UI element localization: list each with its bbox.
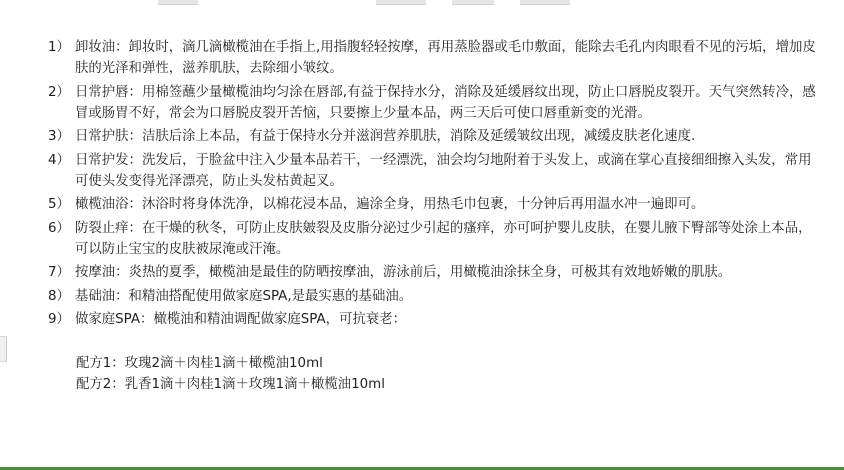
list-item xyxy=(48,82,818,124)
item-number: 1） xyxy=(48,40,70,55)
item-text: 卸妆油：卸妆时，滴几滴橄榄油在手指上,用指腹轻轻按摩，再用蒸脸器或毛巾敷面，能除去毛孔内肉眼看不见的污垢，增加皮肤的光泽和弹性，滋养肌肤，去除细小皱纹。 xyxy=(75,40,816,76)
top-tab[interactable] xyxy=(452,0,494,5)
item-number: 2） xyxy=(48,84,70,100)
item-number: 6） xyxy=(48,220,70,236)
item-number: 8） xyxy=(48,288,70,304)
list-item xyxy=(48,150,818,192)
list-item xyxy=(48,126,818,147)
side-scroll-handle[interactable] xyxy=(0,336,7,362)
usage-list xyxy=(48,37,818,395)
item-number: 9） xyxy=(48,312,70,327)
item-text: 日常护唇：用棉签蘸少量橄榄油均匀涂在唇部,有益于保持水分，消除及延缓唇纹出现，防止口唇脱皮裂开。天气突然转冷，感冒或肠胃不好，常会为口唇脱皮裂开苦恼，只要擦上少量本品，两三天后可使口唇重新变的光滑。 xyxy=(75,84,816,121)
item-number: 3） xyxy=(48,129,70,144)
list-item xyxy=(48,309,818,330)
item-text: 日常护发：洗发后，于脸盆中注入少量本品若干，一经漂洗，油会均匀地附着于头发上，或滴在掌心直接细细擦入头发，常用可使头发变得光泽漂亮，防止头发枯黄起叉。 xyxy=(75,152,812,189)
item-number: 4） xyxy=(48,152,70,168)
item-text: 橄榄油浴：沐浴时将身体洗净，以棉花浸本品，遍涂全身，用热毛巾包裹，十分钟后再用温水冲一遍即可。 xyxy=(75,197,705,212)
item-text: 做家庭SPA：橄榄油和精油调配做家庭SPA，可抗衰老： xyxy=(75,312,406,327)
formula-line: 配方1：玫瑰2滴＋肉桂1滴＋橄榄油10ml xyxy=(76,356,323,371)
top-tab[interactable] xyxy=(520,0,570,5)
formula-line: 配方2：乳香1滴＋肉桂1滴＋玫瑰1滴＋橄榄油10ml xyxy=(76,377,385,392)
item-text: 基础油：和精油搭配使用做家庭SPA,是最实惠的基础油。 xyxy=(75,288,413,304)
top-tab[interactable] xyxy=(158,0,198,5)
list-item xyxy=(48,37,818,79)
item-number: 7） xyxy=(48,265,70,280)
list-item xyxy=(48,286,818,307)
list-item xyxy=(48,194,818,215)
top-strip xyxy=(0,0,844,8)
list-item xyxy=(48,262,818,283)
item-text: 防裂止痒：在干燥的秋冬，可防止皮肤皴裂及皮脂分泌过少引起的瘙痒，亦可呵护婴儿皮肤，在婴儿腋下臀部等处涂上本品，可以防止宝宝的皮肤被尿淹或汗淹。 xyxy=(75,220,812,257)
list-item xyxy=(48,218,818,260)
item-number: 5） xyxy=(48,197,70,212)
item-text: 日常护肤：洁肤后涂上本品，有益于保持水分并滋润营养肌肤，消除及延缓皱纹出现，减缓皮肤老化速度. xyxy=(75,129,696,144)
item-text: 按摩油：炎热的夏季，橄榄油是最佳的防晒按摩油，游泳前后，用橄榄油涂抹全身，可极其有效地娇嫩的肌肤。 xyxy=(75,265,732,280)
top-tab[interactable] xyxy=(376,0,426,5)
